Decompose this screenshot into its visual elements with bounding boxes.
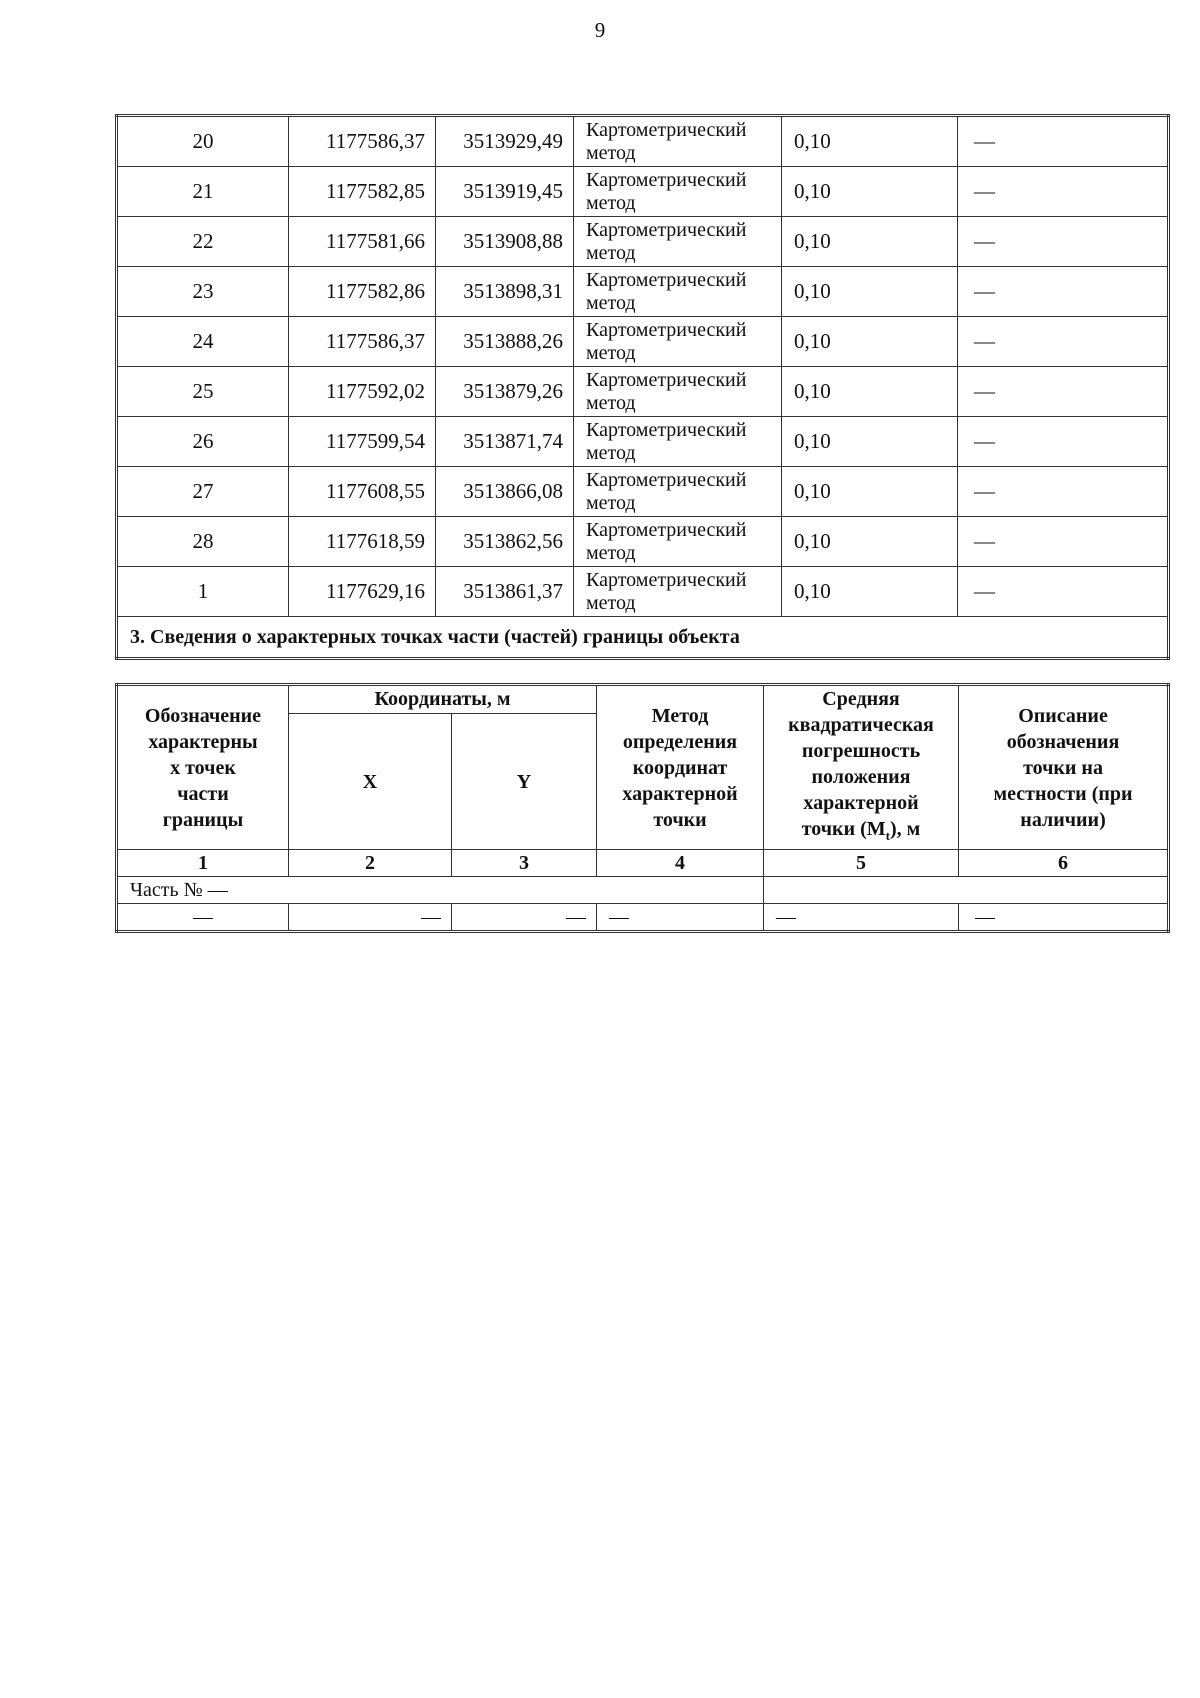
method-line: метод bbox=[586, 341, 636, 364]
header-description-line: точки на bbox=[1023, 756, 1103, 779]
header-designation-line: х точек bbox=[170, 756, 236, 779]
description-cell: — bbox=[958, 367, 1169, 417]
y-coordinate-cell: 3513908,88 bbox=[436, 217, 574, 267]
header-method-line: точки bbox=[653, 808, 707, 831]
description-cell: — bbox=[958, 167, 1169, 217]
y-coordinate-cell: 3513929,49 bbox=[436, 116, 574, 167]
header-description-line: наличии) bbox=[1020, 808, 1106, 831]
header-y: Y bbox=[452, 714, 597, 850]
error-cell: 0,10 bbox=[782, 267, 958, 317]
method-line: метод bbox=[586, 291, 636, 314]
dash-cell: — bbox=[959, 904, 1169, 932]
boundary-points-table bbox=[115, 114, 1170, 660]
method-line: метод bbox=[586, 191, 636, 214]
method-cell bbox=[574, 467, 782, 517]
method-cell bbox=[574, 167, 782, 217]
y-coordinate-cell: 3513888,26 bbox=[436, 317, 574, 367]
header-error bbox=[764, 685, 959, 850]
header-method-line: Метод bbox=[651, 704, 709, 727]
header-designation-line: части bbox=[177, 782, 229, 805]
method-cell bbox=[574, 417, 782, 467]
header-coordinates: Координаты, м bbox=[289, 685, 597, 714]
method-line: Картометрический bbox=[586, 368, 747, 391]
error-cell: 0,10 bbox=[782, 116, 958, 167]
x-coordinate-cell: 1177586,37 bbox=[289, 116, 436, 167]
section3-title: 3. Сведения о характерных точках части (частей) границы объекта bbox=[117, 617, 1169, 659]
header-method-line: определения bbox=[622, 730, 738, 753]
table-row bbox=[117, 267, 1169, 317]
method-cell bbox=[574, 567, 782, 617]
header-method-line: координат bbox=[632, 756, 728, 779]
error-cell: 0,10 bbox=[782, 467, 958, 517]
method-cell bbox=[574, 116, 782, 167]
column-number: 1 bbox=[117, 850, 289, 877]
y-coordinate-cell: 3513861,37 bbox=[436, 567, 574, 617]
y-coordinate-cell: 3513879,26 bbox=[436, 367, 574, 417]
dash-cell: — bbox=[764, 904, 959, 932]
header-description-line: обозначения bbox=[1006, 730, 1120, 753]
header-designation-line: характерны bbox=[148, 730, 258, 753]
point-number-cell: 26 bbox=[117, 417, 289, 467]
y-coordinate-cell: 3513871,74 bbox=[436, 417, 574, 467]
description-cell: — bbox=[958, 517, 1169, 567]
point-number-cell: 20 bbox=[117, 116, 289, 167]
method-line: Картометрический bbox=[586, 168, 747, 191]
point-number-cell: 22 bbox=[117, 217, 289, 267]
error-cell: 0,10 bbox=[782, 317, 958, 367]
point-number-cell: 23 bbox=[117, 267, 289, 317]
header-error-prefix: точки (M bbox=[801, 818, 886, 840]
point-number-cell: 25 bbox=[117, 367, 289, 417]
table-row bbox=[117, 904, 1169, 932]
x-coordinate-cell: 1177582,85 bbox=[289, 167, 436, 217]
x-coordinate-cell: 1177581,66 bbox=[289, 217, 436, 267]
x-coordinate-cell: 1177599,54 bbox=[289, 417, 436, 467]
column-number: 4 bbox=[597, 850, 764, 877]
y-coordinate-cell: 3513866,08 bbox=[436, 467, 574, 517]
method-line: метод bbox=[586, 141, 636, 164]
description-cell: — bbox=[958, 217, 1169, 267]
header-x: X bbox=[289, 714, 452, 850]
y-coordinate-cell: 3513919,45 bbox=[436, 167, 574, 217]
x-coordinate-cell: 1177608,55 bbox=[289, 467, 436, 517]
x-coordinate-cell: 1177592,02 bbox=[289, 367, 436, 417]
header-error-line: Средняя bbox=[822, 688, 900, 710]
header-error-line: характерной bbox=[803, 792, 919, 814]
point-number-cell: 27 bbox=[117, 467, 289, 517]
header-error-sub: t bbox=[885, 828, 890, 843]
method-line: метод bbox=[586, 241, 636, 264]
x-coordinate-cell: 1177586,37 bbox=[289, 317, 436, 367]
header-error-line: положения bbox=[811, 766, 911, 788]
column-number: 6 bbox=[959, 850, 1169, 877]
error-cell: 0,10 bbox=[782, 517, 958, 567]
page-number: 9 bbox=[594, 18, 606, 42]
method-cell bbox=[574, 367, 782, 417]
error-cell: 0,10 bbox=[782, 567, 958, 617]
method-line: метод bbox=[586, 391, 636, 414]
method-line: Картометрический bbox=[586, 268, 747, 291]
header-error-last-line bbox=[764, 816, 958, 849]
table-row bbox=[117, 167, 1169, 217]
error-cell: 0,10 bbox=[782, 167, 958, 217]
method-line: метод bbox=[586, 491, 636, 514]
description-cell: — bbox=[958, 267, 1169, 317]
header-error-line: квадратическая bbox=[788, 714, 934, 736]
x-coordinate-cell: 1177629,16 bbox=[289, 567, 436, 617]
dash-cell: — bbox=[597, 904, 764, 932]
description-cell: — bbox=[958, 116, 1169, 167]
x-coordinate-cell: 1177618,59 bbox=[289, 517, 436, 567]
table-row bbox=[117, 517, 1169, 567]
method-line: Картометрический bbox=[586, 568, 747, 591]
x-coordinate-cell: 1177582,86 bbox=[289, 267, 436, 317]
method-line: метод bbox=[586, 541, 636, 564]
table-row bbox=[117, 567, 1169, 617]
method-cell bbox=[574, 517, 782, 567]
header-designation-line: Обозначение bbox=[144, 704, 262, 727]
part-points-table bbox=[115, 683, 1170, 933]
description-cell: — bbox=[958, 417, 1169, 467]
method-line: метод bbox=[586, 591, 636, 614]
table-row bbox=[117, 217, 1169, 267]
point-number-cell: 24 bbox=[117, 317, 289, 367]
y-coordinate-cell: 3513862,56 bbox=[436, 517, 574, 567]
description-cell: — bbox=[958, 317, 1169, 367]
dash-cell: — bbox=[289, 904, 452, 932]
column-number: 5 bbox=[764, 850, 959, 877]
y-coordinate-cell: 3513898,31 bbox=[436, 267, 574, 317]
point-number-cell: 28 bbox=[117, 517, 289, 567]
table-row bbox=[117, 317, 1169, 367]
part-label: Часть № — bbox=[117, 877, 764, 904]
method-cell bbox=[574, 267, 782, 317]
method-line: Картометрический bbox=[586, 318, 747, 341]
table-row bbox=[117, 367, 1169, 417]
header-description-line: Описание bbox=[1018, 704, 1108, 727]
table-row bbox=[117, 116, 1169, 167]
method-line: Картометрический bbox=[586, 518, 747, 541]
header-designation bbox=[117, 685, 289, 850]
description-cell: — bbox=[958, 567, 1169, 617]
header-designation-line: границы bbox=[162, 808, 244, 831]
header-description-line: местности (при bbox=[993, 782, 1133, 805]
dash-cell: — bbox=[452, 904, 597, 932]
point-number-cell: 21 bbox=[117, 167, 289, 217]
point-number-cell: 1 bbox=[117, 567, 289, 617]
description-cell: — bbox=[958, 467, 1169, 517]
column-number: 3 bbox=[452, 850, 597, 877]
method-line: Картометрический bbox=[586, 418, 747, 441]
header-description bbox=[959, 685, 1169, 850]
error-cell: 0,10 bbox=[782, 417, 958, 467]
table-row bbox=[117, 417, 1169, 467]
error-cell: 0,10 bbox=[782, 217, 958, 267]
column-number: 2 bbox=[289, 850, 452, 877]
method-line: метод bbox=[586, 441, 636, 464]
header-method-line: характерной bbox=[622, 782, 738, 805]
table-row bbox=[117, 467, 1169, 517]
error-cell: 0,10 bbox=[782, 367, 958, 417]
header-error-line: погрешность bbox=[801, 740, 921, 762]
method-cell bbox=[574, 217, 782, 267]
method-line: Картометрический bbox=[586, 118, 747, 141]
method-line: Картометрический bbox=[586, 218, 747, 241]
header-error-suffix: ), м bbox=[889, 818, 921, 840]
method-cell bbox=[574, 317, 782, 367]
header-method bbox=[597, 685, 764, 850]
method-line: Картометрический bbox=[586, 468, 747, 491]
dash-cell: — bbox=[117, 904, 289, 932]
part-label-empty bbox=[764, 877, 1169, 904]
